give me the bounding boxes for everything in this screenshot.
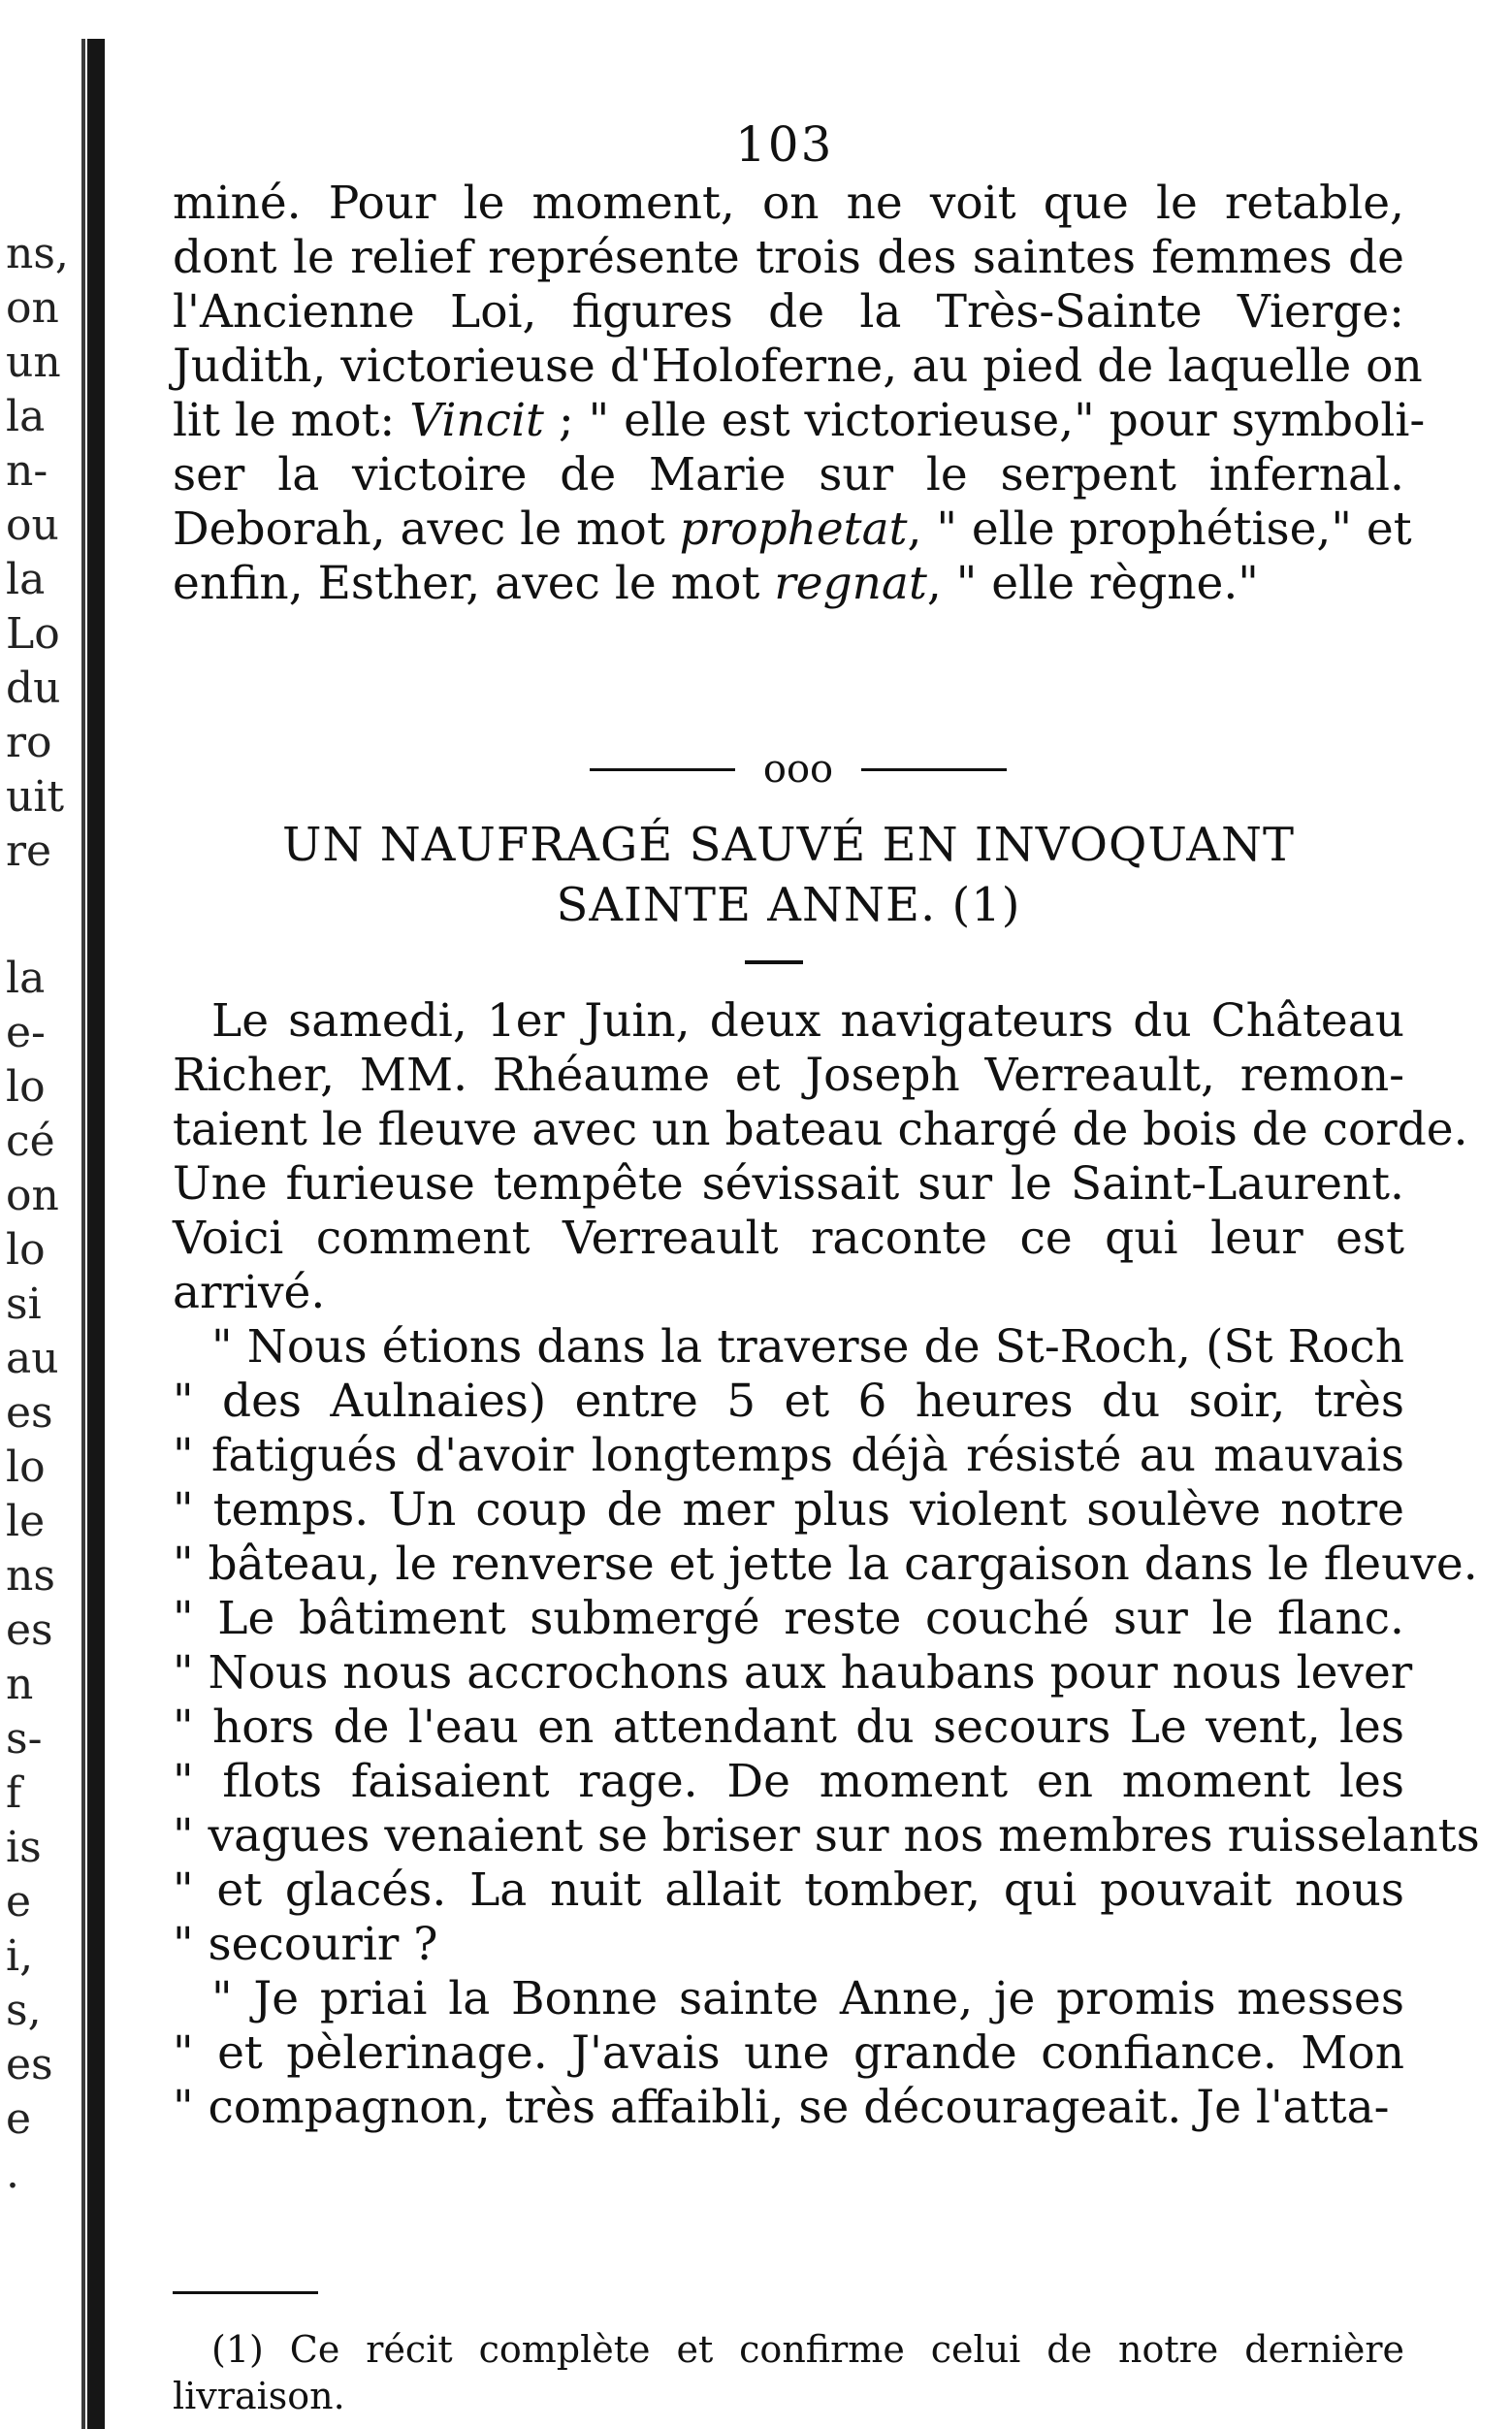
body-paragraph-2: [173, 1320, 1480, 1972]
text-line: dont le relief représente trois des saintes femmes de: [173, 231, 1404, 284]
margin-fragment: Lo: [6, 609, 60, 659]
margin-fragment: is: [6, 1823, 42, 1872]
margin-fragment: es: [6, 1388, 53, 1438]
text-fragment: lit le mot:: [173, 394, 410, 447]
body-paragraph-1: [173, 994, 1468, 1320]
text-line: " flots faisaient rage. De moment en moment les: [173, 1755, 1404, 1808]
margin-fragment: e: [6, 2094, 32, 2144]
margin-fragment: la: [6, 954, 46, 1003]
text-fragment: , " elle règne.": [926, 557, 1259, 610]
text-line: l'Ancienne Loi, figures de la Très-Sainte Vierge:: [173, 285, 1404, 339]
intro-paragraph: [173, 177, 1426, 611]
text-line: " bâteau, le renverse et jette la cargaison dans le fleuve.: [173, 1538, 1478, 1591]
margin-fragment: s-: [6, 1714, 43, 1764]
margin-fragment: au: [6, 1334, 59, 1383]
text-line: " secourir ?: [173, 1918, 438, 1971]
margin-fragment: ou: [6, 501, 59, 550]
margin-fragment: e-: [6, 1008, 46, 1057]
margin-fragment: es: [6, 2040, 53, 2089]
margin-fragment: si: [6, 1279, 42, 1329]
binding-edge: [87, 39, 105, 2429]
text-line: " Nous nous accrochons aux haubans pour nous lever: [173, 1646, 1413, 1700]
text-line: " hors de l'eau en attendant du secours Le vent, les: [173, 1700, 1404, 1754]
text-line: " Nous étions dans la traverse de St-Roch, (St Roch: [211, 1320, 1404, 1374]
margin-fragment: es: [6, 1605, 53, 1655]
text-fragment: , " elle prophétise," et: [907, 502, 1412, 556]
text-line: Une furieuse tempête sévissait sur le Saint-Laurent.: [173, 1157, 1404, 1211]
margin-fragment: la: [6, 392, 46, 441]
margin-fragment: ns: [6, 1551, 55, 1601]
margin-fragment: on: [6, 1171, 59, 1220]
text-line: " Je priai la Bonne sainte Anne, je promis messes: [211, 1972, 1404, 2025]
text-line: ser la victoire de Marie sur le serpent infernal.: [173, 448, 1404, 502]
margin-fragment: la: [6, 555, 46, 604]
section-title-line-1: UN NAUFRAGÉ SAUVÉ EN INVOQUANT: [282, 818, 1295, 872]
latin-word-vincit: Vincit: [409, 394, 544, 447]
margin-fragment: ro: [6, 718, 52, 767]
section-title: [173, 815, 1404, 935]
margin-fragment: s,: [6, 1986, 42, 2035]
margin-fragment: i,: [6, 1931, 34, 1981]
page-number: 103: [735, 116, 834, 173]
text-line: " et glacés. La nuit allait tomber, qui pouvait nous: [173, 1863, 1404, 1917]
text-line: " et pèlerinage. J'avais une grande confiance. Mon: [173, 2026, 1404, 2080]
latin-word-regnat: regnat: [774, 557, 927, 610]
margin-fragment: n: [6, 1660, 34, 1709]
footnote-rule: [173, 2291, 318, 2294]
text-line: " temps. Un coup de mer plus violent soulève notre: [173, 1483, 1404, 1537]
margin-fragment: un: [6, 338, 61, 387]
margin-fragment: lo: [6, 1062, 46, 1112]
title-rule: [745, 960, 803, 964]
text-line: [173, 394, 1426, 448]
text-fragment: Deborah, avec le mot: [173, 502, 680, 556]
text-fragment: enfin, Esther, avec le mot: [173, 557, 775, 610]
text-line: miné. Pour le moment, on ne voit que le retable,: [173, 177, 1404, 230]
margin-fragment: cé: [6, 1117, 55, 1166]
text-line: Judith, victorieuse d'Holoferne, au pied de laquelle on: [173, 340, 1423, 393]
section-separator: ooo: [590, 747, 1007, 792]
margin-fragment: lo: [6, 1442, 46, 1492]
margin-fragment: e: [6, 1877, 32, 1927]
section-title-line-2: SAINTE ANNE. (1): [556, 878, 1021, 932]
text-line: " fatigués d'avoir longtemps déjà résisté au mauvais: [173, 1429, 1404, 1482]
text-line: Voici comment Verreault raconte ce qui leur est: [173, 1212, 1404, 1265]
margin-fragment: le: [6, 1497, 46, 1546]
margin-fragment: du: [6, 664, 61, 713]
text-line: livraison.: [173, 2375, 345, 2417]
margin-fragment: on: [6, 283, 59, 333]
text-line: (1) Ce récit complète et confirme celui de notre dernière: [211, 2328, 1404, 2371]
text-line: Richer, MM. Rhéaume et Joseph Verreault, remon-: [173, 1049, 1404, 1102]
text-line: [173, 502, 1412, 557]
text-line: " Le bâtiment submergé reste couché sur le flanc.: [173, 1592, 1404, 1645]
margin-fragment: uit: [6, 772, 65, 822]
margin-fragment: re: [6, 826, 52, 876]
margin-fragment: n-: [6, 446, 48, 496]
text-line: " compagnon, très affaibli, se décourageait. Je l'atta-: [173, 2081, 1390, 2134]
margin-fragment: .: [6, 2149, 19, 2198]
text-fragment: ; " elle est victorieuse," pour symboli-: [543, 394, 1426, 447]
text-line: " vagues venaient se briser sur nos membres ruisselants: [173, 1809, 1480, 1862]
latin-word-prophetat: prophetat: [679, 502, 908, 556]
margin-fragment: f: [6, 1768, 22, 1818]
body-paragraph-3: [173, 1972, 1404, 2135]
text-line: [173, 557, 1404, 611]
text-line: " des Aulnaies) entre 5 et 6 heures du soir, très: [173, 1375, 1404, 1428]
footnote: [173, 2326, 1404, 2419]
margin-fragment: ns,: [6, 229, 69, 278]
text-line: Le samedi, 1er Juin, deux navigateurs du Château: [211, 994, 1404, 1048]
text-line: arrivé.: [173, 1266, 326, 1319]
text-line: taient le fleuve avec un bateau chargé de bois de corde.: [173, 1103, 1468, 1156]
margin-fragment: lo: [6, 1225, 46, 1275]
